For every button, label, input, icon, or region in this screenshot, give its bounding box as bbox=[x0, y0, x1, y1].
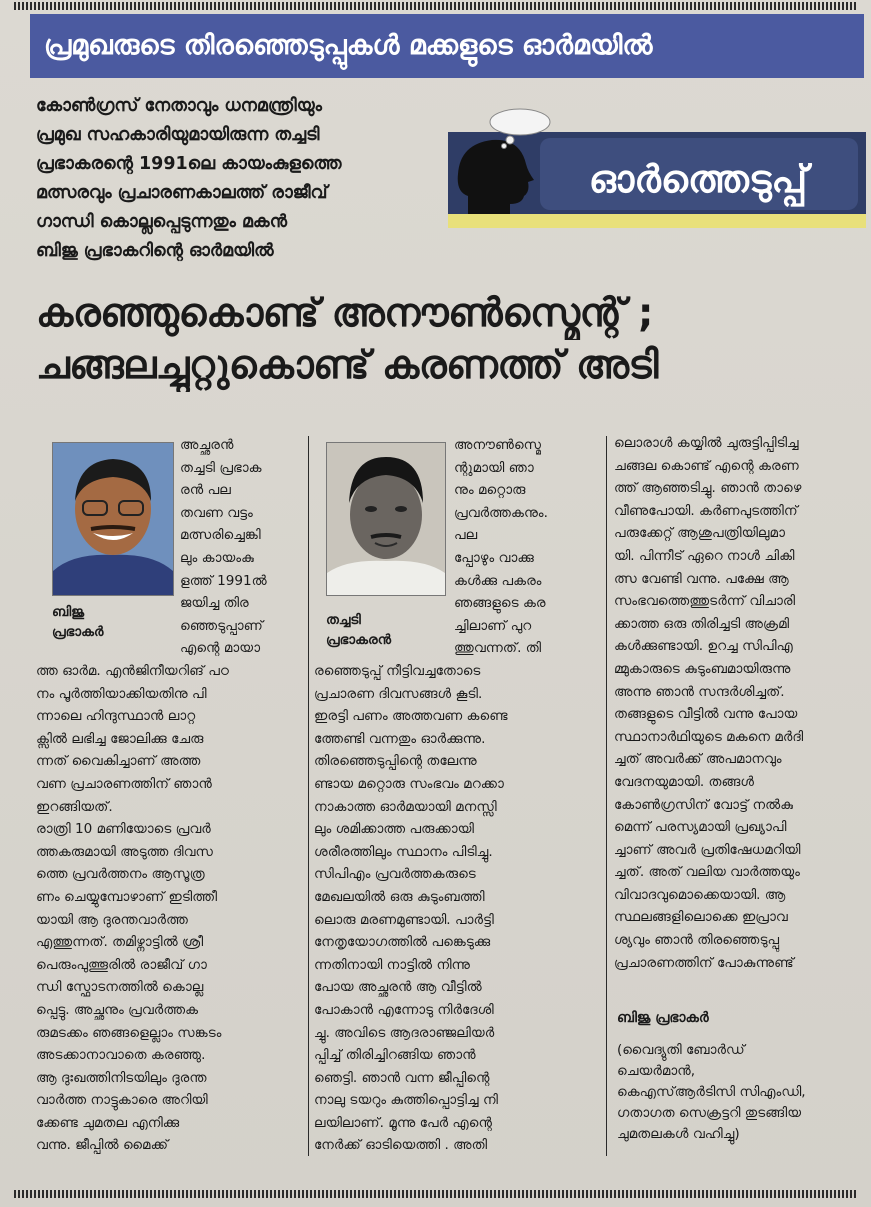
top-dotted-rule bbox=[14, 2, 857, 10]
text-line: രാത്രി 10 മണിയോടെ പ്രവർ bbox=[36, 821, 211, 838]
column-2-text bbox=[314, 660, 600, 1157]
text-line: സംഭവത്തെത്തുടർന്ന് വിചാരി bbox=[614, 593, 796, 610]
article-deck bbox=[36, 92, 446, 266]
text-line: വീണുപോയി. കർണപുടത്തിന് bbox=[614, 502, 798, 519]
bottom-dotted-rule bbox=[14, 1190, 857, 1198]
column-divider bbox=[606, 436, 607, 1156]
text-line: ന്നാലെ ഹിന്ദുസ്ഥാൻ ലാറ്റ bbox=[36, 708, 196, 725]
text-line: എന്റെ മായാ bbox=[180, 640, 261, 657]
text-line: പ്പിച്ച് തിരിച്ചിറങ്ങിയ ഞാൻ bbox=[314, 1047, 476, 1064]
text-line: അടക്കാനാവാതെ കരഞ്ഞു. bbox=[36, 1047, 206, 1064]
text-line: ഇരട്ടി പണം അത്തവണ കണ്ടെ bbox=[314, 708, 508, 725]
text-line: ച്ചത്. അത് വലിയ വാർത്തയും bbox=[614, 864, 800, 881]
text-line: വിവാദവുമൊക്കെയായി. ആ bbox=[614, 886, 786, 903]
text-line: ലയിലാണ്. മൂന്നു പേർ എന്റെ bbox=[314, 1114, 492, 1131]
text-line: സ്ഥലങ്ങളിലൊക്കെ ഇപ്രാവ bbox=[614, 909, 788, 926]
text-line: ത്തേണ്ടി വന്നതും ഓർക്കുന്നു. bbox=[314, 730, 486, 747]
text-line: മ്മുകാരുടെ കുടുംബമായിരുന്നു bbox=[614, 660, 791, 677]
byline: ബിജു പ്രഭാകർ bbox=[617, 1010, 709, 1026]
text-line: ലൊരാൾ കയ്യിൽ ചുരുട്ടിപ്പിടിച്ച bbox=[614, 435, 799, 451]
column-1-side-text bbox=[180, 434, 302, 660]
text-line: ത്സ വേണ്ടി വന്നു. പക്ഷേ ആ bbox=[614, 570, 789, 587]
bio-line: കെഎസ്ആർടിസി സിഎംഡി, bbox=[617, 1084, 806, 1100]
text-line: കൾക്കുണ്ടായി. ഉറച്ച സിപിഎ bbox=[614, 638, 793, 655]
text-line: യായി ആ ദുരന്തവാർത്ത bbox=[36, 911, 188, 928]
text-line: മെന്ന് പരസ്യമായി പ്രഖ്യാപി bbox=[614, 819, 787, 836]
bio-line: (വൈദ്യുതി ബോർഡ് bbox=[617, 1042, 745, 1058]
text-line: വണ പ്രചാരണത്തിന് ഞാൻ bbox=[36, 775, 212, 792]
text-line: ത്ത് ആഞ്ഞടിച്ചു. ഞാൻ താഴെ bbox=[614, 480, 802, 497]
text-line: ശ്യവും ഞാൻ തിരഞ്ഞെടുപ്പു bbox=[614, 932, 780, 949]
text-line: ന്ധി സ്ഫോടനത്തിൽ കൊല്ല bbox=[36, 979, 204, 996]
text-line: യി. പിന്നീട് ഏറെ നാൾ ചികി bbox=[614, 547, 795, 564]
text-line: ന്നതിനായി നാട്ടിൽ നിന്നു bbox=[314, 956, 471, 973]
text-line: പ്രവർത്തകനും. bbox=[454, 504, 548, 521]
headline-line: ചങ്ങലച്ചുറ്റുകൊണ്ട് കരണത്ത് അടി bbox=[36, 343, 658, 388]
deck-line: കോൺഗ്രസ് നേതാവും ധനമന്ത്രിയും bbox=[36, 96, 322, 116]
column-3-text bbox=[614, 432, 868, 974]
banner-title: പ്രമുഖരുടെ തിരഞ്ഞെടുപ്പുകൾ മക്കളുടെ ഓർമയിൽ bbox=[44, 30, 653, 61]
text-line: തച്ചടി പ്രഭാക bbox=[180, 459, 262, 476]
column-2-side-text bbox=[454, 434, 600, 660]
caption-biju bbox=[52, 602, 103, 642]
headline-line: കരഞ്ഞുകൊണ്ട് അനൗൺസ്മെന്റ് ; bbox=[36, 291, 654, 336]
text-line: ച്ചിലാണ് പുറ bbox=[454, 617, 532, 634]
text-line: ലൊരു മരണമുണ്ടായി. പാർട്ടി bbox=[314, 911, 494, 928]
text-line: സിപിഎം പ്രവർത്തകരുടെ bbox=[314, 866, 476, 883]
text-line: മേഖലയിൽ ഒരു കുടുംബത്തി bbox=[314, 888, 485, 905]
text-line: ന്റുമായി ഞാ bbox=[454, 459, 534, 476]
text-line: ലും കായംകു bbox=[180, 549, 254, 566]
text-line: ത്തുവന്നത്. തി bbox=[454, 640, 542, 657]
bio-line: ഗതാഗത സെക്രട്ടറി തുടങ്ങിയ bbox=[617, 1105, 802, 1121]
text-line: നേർക്ക് ഓടിയെത്തി . അതി bbox=[314, 1137, 488, 1154]
deck-line: ഗാന്ധി കൊല്ലപ്പെടുന്നതും മകൻ bbox=[36, 212, 288, 232]
text-line: ഞ്ഞെടുപ്പാണ് bbox=[180, 617, 263, 634]
text-line: നാലു ടയറും കുത്തിപ്പൊട്ടിച്ച നി bbox=[314, 1092, 498, 1109]
portrait-image bbox=[53, 443, 173, 595]
text-line: ക്സിൽ ലഭിച്ച ജോലിക്കു ചേരു bbox=[36, 730, 204, 747]
text-line: പ്രചാരണ ദിവസങ്ങൾ കൂടി. bbox=[314, 685, 483, 702]
text-line: തങ്ങളുടെ വീട്ടിൽ വന്നു പോയ bbox=[614, 706, 798, 723]
text-line: ക്കാത്ത ഒരു തിരിച്ചടി അക്രമി bbox=[614, 615, 790, 632]
bio-line: ചുമതലകൾ വഹിച്ചു) bbox=[617, 1126, 740, 1142]
text-line: രുമടക്കം ഞങ്ങളെല്ലാം സങ്കടം bbox=[36, 1024, 222, 1041]
text-line: കോൺഗ്രസിന് വോട്ട് നൽകു bbox=[614, 796, 793, 813]
text-line: ജയിച്ച തിര bbox=[180, 595, 249, 612]
text-line: വന്നു. ജീപ്പിൽ മൈക്ക് bbox=[36, 1137, 169, 1154]
text-line: പല bbox=[454, 527, 478, 544]
text-line: വാർത്ത നാട്ടുകാരെ അറിയി bbox=[36, 1092, 208, 1109]
text-line: ലും ശമിക്കാത്ത പരുക്കായി bbox=[314, 821, 474, 838]
text-line: വേദനയുമായി. തങ്ങൾ bbox=[614, 773, 755, 790]
series-logo-graphic bbox=[448, 108, 866, 236]
text-line: നം പൂർത്തിയാക്കിയതിനു പി bbox=[36, 685, 207, 702]
text-line: മത്സരിച്ചെങ്കി bbox=[180, 527, 261, 544]
series-logo bbox=[448, 108, 866, 236]
text-line: പരുക്കേറ്റ് ആശുപത്രിയിലുമാ bbox=[614, 525, 785, 542]
deck-line: പ്രമുഖ സഹകാരിയുമായിരുന്ന തച്ചടി bbox=[36, 125, 320, 145]
text-line: ന്നത് വൈകിച്ചാണ് അത്ത bbox=[36, 753, 201, 770]
section-banner bbox=[30, 14, 864, 78]
text-line: അനൗൺസ്മെ bbox=[454, 437, 542, 453]
text-line: പ്പോഴും വാക്കു bbox=[454, 549, 534, 566]
text-line: തവണ വട്ടം bbox=[180, 504, 253, 521]
text-line: ത്തകരുമായി അടുത്ത ദിവസ bbox=[36, 843, 213, 860]
series-logo-label: ഓർത്തെടുപ്പ് bbox=[588, 157, 808, 201]
deck-line: പ്രഭാകരന്റെ 1991ലെ കായംകുളത്തെ bbox=[36, 154, 342, 174]
text-line: അന്നു ഞാൻ സന്ദർശിച്ചത്. bbox=[614, 683, 785, 700]
text-line: ച്ചു. അവിടെ ആദരാഞ്ജലിയർ bbox=[314, 1024, 495, 1041]
column-1-text bbox=[36, 660, 302, 1157]
text-line: ണം ചെയ്യുമ്പോഴാണ് ഇടിത്തീ bbox=[36, 888, 218, 905]
text-line: ക്കേണ്ട ചുമതല എനിക്കു bbox=[36, 1114, 180, 1131]
text-line: പ്പെട്ടു. അച്ഛനും പ്രവർത്തക bbox=[36, 1001, 199, 1018]
text-line: സ്ഥാനാർഥിയുടെ മകനെ മർദി bbox=[614, 728, 804, 745]
bio-line: ചെയർമാൻ, bbox=[617, 1063, 696, 1079]
caption-thachadi bbox=[326, 610, 391, 650]
text-line: കൾക്കു പകരം bbox=[454, 572, 542, 589]
text-line: ച്ചത് അവർക്ക് അപമാനവും bbox=[614, 751, 782, 768]
text-line: ളത്ത് 1991ൽ bbox=[180, 572, 267, 589]
caption-line: ബിജു bbox=[52, 604, 85, 620]
text-line: രൻ പല bbox=[180, 482, 231, 499]
text-line: ഇറങ്ങിയത്. bbox=[36, 798, 113, 815]
text-line: ത്ത ഓർമ. എൻജിനീയറിങ് പഠ bbox=[36, 663, 229, 679]
headline bbox=[36, 288, 856, 392]
text-line: നും മറ്റൊരു bbox=[454, 482, 526, 499]
text-line: ചങ്ങല കൊണ്ട് എന്റെ കരണ bbox=[614, 457, 799, 474]
text-line: ഞങ്ങളുടെ കര bbox=[454, 595, 546, 612]
portrait-image bbox=[327, 443, 445, 595]
text-line: നേതൃയോഗത്തിൽ പങ്കെടുക്കു bbox=[314, 934, 491, 951]
caption-line: പ്രഭാകരൻ bbox=[326, 632, 392, 648]
text-line: പോയ അച്ഛരൻ ആ വീട്ടിൽ bbox=[314, 979, 482, 996]
text-line: പ്രചാരണത്തിന് പോകുന്നുണ്ട് bbox=[614, 954, 794, 971]
text-line: രഞ്ഞെടുപ്പ് നീട്ടിവച്ചതോടെ bbox=[314, 663, 481, 679]
deck-line: മത്സരവും പ്രചാരണകാലത്ത് രാജീവ് bbox=[36, 183, 328, 203]
deck-line: ബിജു പ്രഭാകറിന്റെ ഓർമയിൽ bbox=[36, 241, 274, 261]
text-line: തിരഞ്ഞെടുപ്പിന്റെ തലേന്നു bbox=[314, 753, 477, 770]
text-line: പെരുംപുത്തൂരിൽ രാജീവ് ഗാ bbox=[36, 956, 207, 973]
text-line: ആ ദുഃഖത്തിനിടയിലും ദുരന്ത bbox=[36, 1069, 207, 1086]
text-line: ച്ചാണ് അവർ പ്രതിഷേധമറിയി bbox=[614, 841, 801, 858]
text-line: പോകാൻ എന്നോടു നിർദേശി bbox=[314, 1001, 494, 1018]
caption-line: തച്ചടി bbox=[326, 612, 361, 628]
caption-line: പ്രഭാകർ bbox=[52, 624, 104, 640]
author-bio bbox=[617, 1040, 867, 1145]
column-divider bbox=[308, 436, 309, 1156]
text-line: എത്തുന്നത്. തമിഴ്നാട്ടിൽ ശ്രീ bbox=[36, 934, 204, 951]
text-line: ണ്ടായ മറ്റൊരു സംഭവം മറക്കാ bbox=[314, 775, 504, 792]
photo-thachadi-prabhakaran bbox=[326, 442, 446, 596]
photo-biju-prabhakar bbox=[52, 442, 174, 596]
text-line: അച്ഛരൻ bbox=[180, 437, 234, 453]
text-line: ഞെട്ടി. ഞാൻ വന്ന ജീപ്പിന്റെ bbox=[314, 1069, 490, 1086]
text-line: ത്തെ പ്രവർത്തനം ആസൂത്ര bbox=[36, 866, 205, 883]
text-line: നാകാത്ത ഓർമയായി മനസ്സി bbox=[314, 798, 497, 815]
text-line: ശരീരത്തിലും സ്ഥാനം പിടിച്ചു. bbox=[314, 843, 493, 860]
